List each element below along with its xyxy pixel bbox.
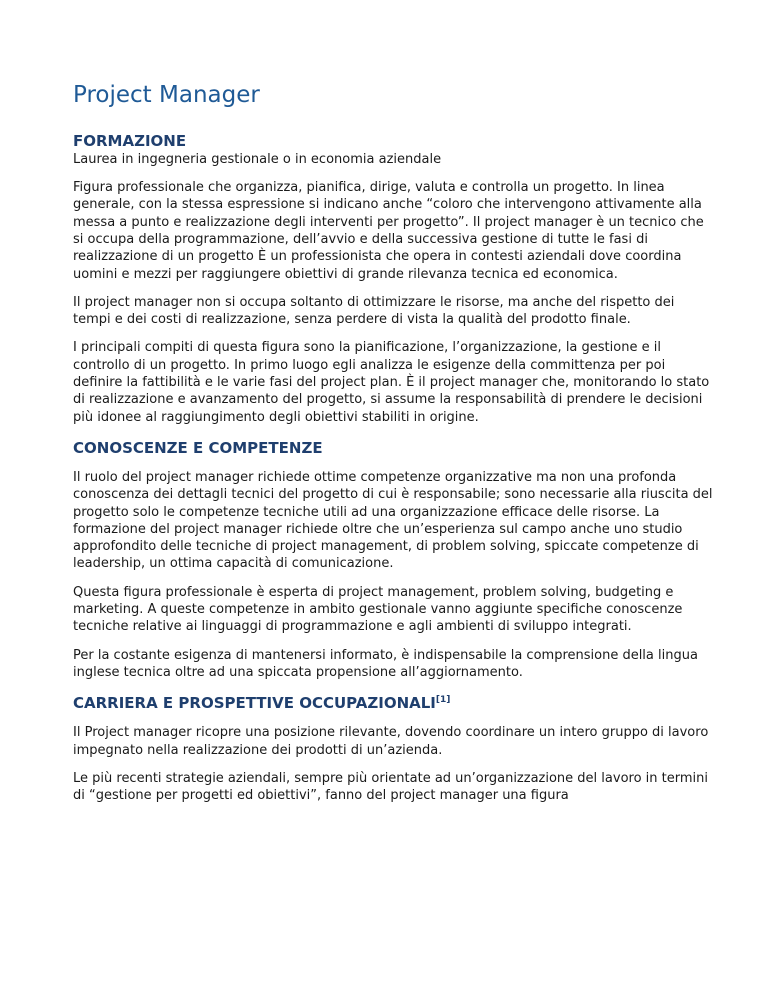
- paragraph: Questa figura professionale è esperta di project management, problem solving, budgeting e marketing. A queste competenze in ambito gestionale vanno aggiunte specifiche conoscenze tecniche relative ai linguaggi di programmazione e agli ambienti di sviluppo integrati.: [73, 584, 683, 635]
- section-heading-conoscenze: CONOSCENZE E COMPETENZE: [73, 438, 323, 457]
- section-formazione: [73, 131, 713, 426]
- paragraph: Per la costante esigenza di mantenersi informato, è indispensabile la comprensione della lingua inglese tecnica oltre ad una spiccata propensione all’aggiornamento.: [73, 647, 698, 680]
- paragraph: Le più recenti strategie aziendali, sempre più orientate ad un’organizzazione del lavoro in termini di “gestione per progetti ed obiettivi”, fanno del project manager una figura: [73, 770, 708, 804]
- paragraph: Figura professionale che organizza, pianifica, dirige, valuta e controlla un progetto. In linea generale, con la stessa espressione si indicano anche “coloro che intervengono attivamente alla messa a punto e realizzazione degli interventi per progetto”. Il project manager è un tecnico che si occupa della programmazione, dell’avvio e della successiva gestione di tutte le fasi di realizzazione di un progetto È un professionista che opera in contesti aziendali dove coordina uomini e mezzi per raggiungere obiettivi di grande rilevanza tecnica ed economica.: [73, 180, 704, 282]
- document-title: Project Manager: [73, 82, 260, 108]
- section-carriera: [73, 693, 713, 804]
- paragraph: Il ruolo del project manager richiede ottime competenze organizzative ma non una profonda conoscenza dei dettagli tecnici del progetto di cui è responsabile; sono necessarie alla riuscita del progetto solo le competenze tecniche utili ad una organizzazione efficace delle risorse. La formazione del project manager richiede oltre che un’esperienza sul campo anche uno studio approfondito delle tecniche di project management, di problem solving, spiccate competenze di leadership, un ottima capacità di comunicazione.: [73, 470, 713, 572]
- section-heading-carriera: [73, 693, 713, 713]
- document-page: [73, 82, 713, 805]
- paragraph: Il project manager non si occupa soltanto di ottimizzare le risorse, ma anche del rispetto dei tempi e dei costi di realizzazione, senza perdere di vista la qualità del prodotto finale.: [73, 294, 675, 328]
- paragraph: Il Project manager ricopre una posizione rilevante, dovendo coordinare un intero gruppo di lavoro impegnato nella realizzazione dei prodotti di un’azienda.: [73, 725, 709, 758]
- section-heading-formazione: FORMAZIONE: [73, 131, 187, 150]
- section-conoscenze-competenze: [73, 438, 713, 681]
- paragraph: I principali compiti di questa figura sono la pianificazione, l’organizzazione, la gestione e il controllo di un progetto. In primo luogo egli analizza le esigenze della committenza per poi definire la fattibilità e le varie fasi del project plan. È il project manager che, monitorando lo stato di realizzazione e avanzamento del progetto, si assume la responsabilità di prendere le decisioni più idonee al raggiungimento degli obiettivi stabiliti in origine.: [73, 340, 710, 425]
- section-heading-carriera-text: CARRIERA E PROSPETTIVE OCCUPAZIONALI: [73, 694, 436, 713]
- footnote-ref[interactable]: [1]: [435, 695, 451, 706]
- paragraph: Laurea in ingegneria gestionale o in economia aziendale: [73, 151, 442, 167]
